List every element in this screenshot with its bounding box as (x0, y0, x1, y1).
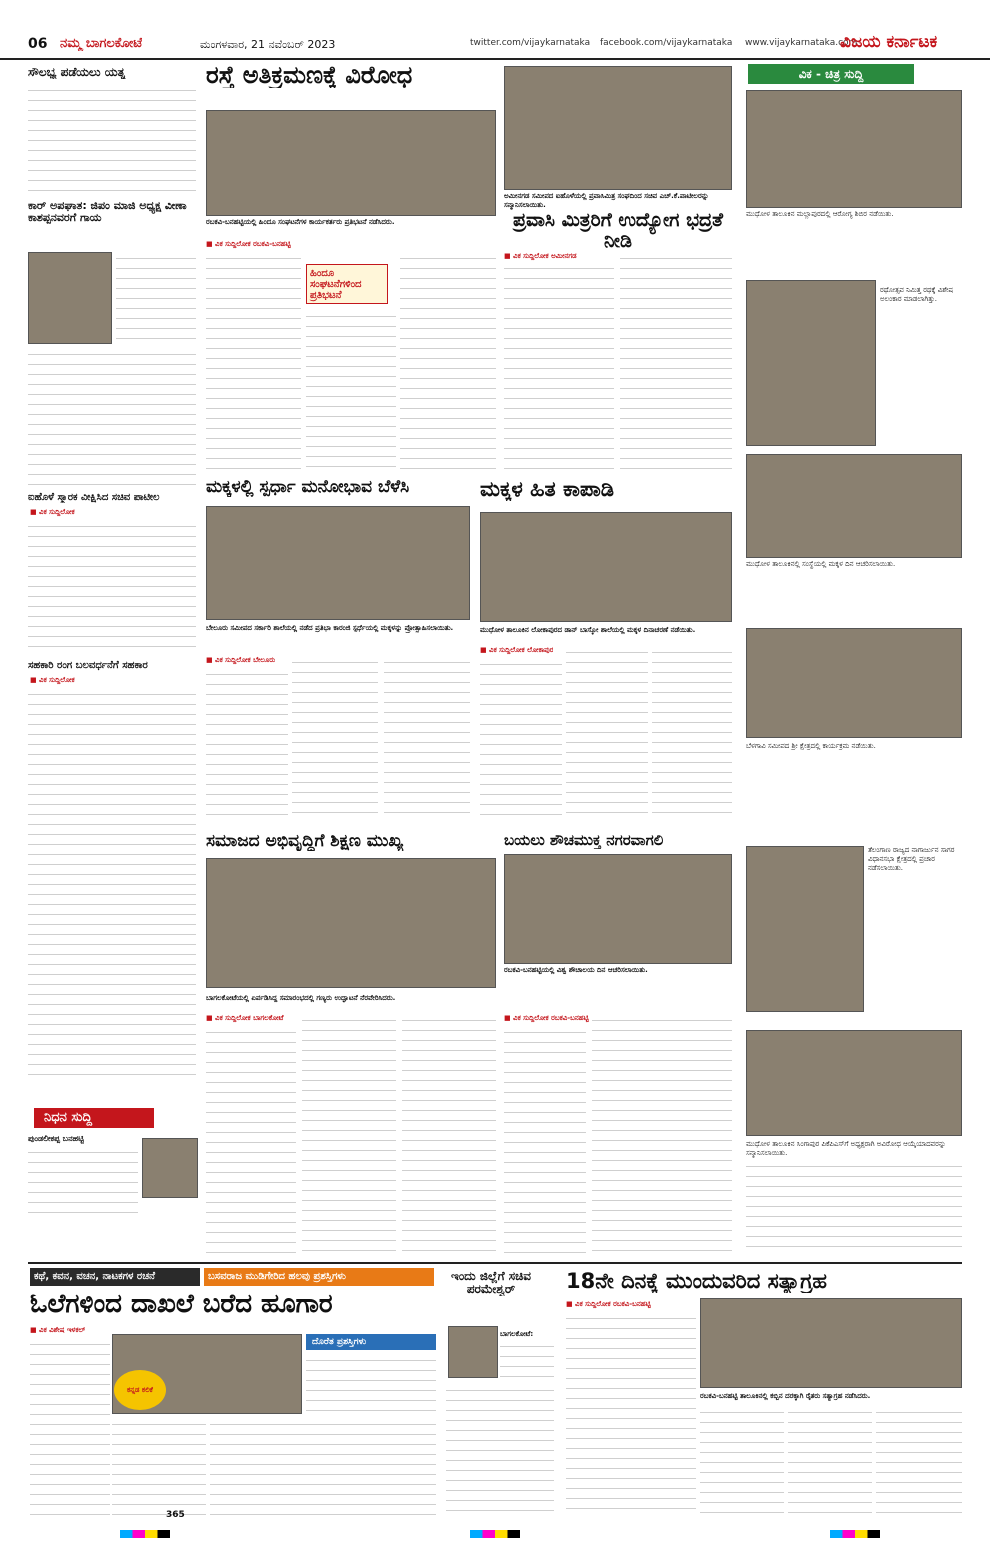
byline: ■ ವಿಕ ಸುದ್ದಿಲೋಕ ಬೇಲೂರು (206, 656, 276, 664)
minister-headline: ಇಂದು ಜಿಲ್ಲೆಗೆ ಸಚಿವ ಪರಮೇಶ್ವರ್ (451, 1270, 531, 1297)
article-body (652, 646, 732, 818)
byline: ■ ವಿಕ ಸುದ್ದಿಲೋಕ ರಬಕವಿ-ಬನಹಟ್ಟಿ (504, 1014, 589, 1022)
headline-car-accident: ಕಾರ್ ಅಪಘಾತ: ಜಿಪಂ ಮಾಜಿ ಅಧ್ಯಕ್ಷ ವೀಣಾ ಕಾಶಪ್ಪನವರಗೆ ಗಾಯ (28, 200, 187, 225)
photo-caption: ಮುಧೋಳ ತಾಲೂಕಿನ ಸಿಂಗಾಪುರ ಪಿಕೆಪಿಎಸ್‌ಗೆ ಅಧ್ಯಕ್ಷರಾಗಿ ಅವಿರೋಧ ಆಯ್ಕೆಯಾದವರನ್ನು ಸನ್ಮಾನಿಸಲಾಯಿತು. (746, 1140, 946, 1157)
article-body (112, 1418, 206, 1518)
article-body (402, 1014, 496, 1256)
article-body (206, 252, 301, 472)
photo-caption: ರಥೋತ್ಸವ ನಿಮಿತ್ತ ರಥಕ್ಕೆ ವಿಶೇಷ ಅಲಂಕಾರ ಮಾಡಲಾಗಿತ್ತು. (880, 286, 954, 303)
satyagraha-caption: ರಬಕವಿ-ಬನಹಟ್ಟಿ ತಾಲೂಕಿನಲ್ಲಿ ಕಬ್ಬಿನ ದರಕ್ಕಾಗಿ ರೈತರು ಸತ್ಯಾಗ್ರಹ ನಡೆಸಿದರು. (700, 1392, 871, 1400)
photo-news-5 (746, 846, 864, 1012)
article-body (206, 1026, 296, 1256)
awards-title: ದೊರೆತ ಪ್ರಶಸ್ತಿಗಳು (306, 1334, 436, 1350)
newspaper-logo: ವಿಜಯ ಕರ್ನಾಟಕ (840, 32, 938, 52)
article-body (302, 1014, 396, 1256)
article-body (700, 1406, 784, 1518)
article-body (28, 688, 196, 1083)
kids-competition-caption: ಬೇಲೂರು ಸಮೀಪದ ಸರ್ಕಾರಿ ಶಾಲೆಯಲ್ಲಿ ನಡೆದ ಪ್ರತಿಭಾ ಕಾರಂಜಿ ಸ್ಪರ್ಧೆಯಲ್ಲಿ ಮಕ್ಕಳನ್ನು ಪ್ರೋತ್ಸಾಹಿಸಲಾಯಿತು. (206, 624, 454, 632)
headline-cooperative: ಸಹಕಾರಿ ರಂಗ ಬಲವರ್ಧನೆಗೆ ಸಹಕಾರ (28, 660, 148, 671)
section-divider (28, 1262, 962, 1264)
byline: ■ ವಿಕ ಸುದ್ದಿಲೋಕ ರಬಕವಿ-ಬನಹಟ್ಟಿ (206, 240, 291, 248)
child-welfare-caption: ಮುಧೋಳ ತಾಲೂಕಿನ ಲೋಕಾಪುರದ ಡಾನ್ ಬಾಸ್ಕೋ ಶಾಲೆಯಲ್ಲಿ ಮಕ್ಕಳ ದಿನಾಚರಣೆ ನಡೆಯಿತು. (480, 626, 696, 634)
article-body (592, 1014, 732, 1256)
article-body (28, 1146, 138, 1222)
byline: ■ ವಿಕ ಸುದ್ದಿಲೋಕ (30, 676, 75, 684)
article-body (116, 252, 196, 344)
article-body (384, 656, 470, 818)
article-body (306, 310, 396, 470)
article-body (206, 668, 288, 818)
article-body (28, 348, 196, 488)
color-registration-mark (830, 1530, 880, 1538)
photo-caption: ಮುಧೋಳ ತಾಲೂಕಿನಲ್ಲಿ ಸಂಸ್ಥೆಯಲ್ಲಿ ಮಕ್ಕಳ ದಿನ ಆಚರಿಸಲಾಯಿತು. (746, 560, 896, 568)
article-body (500, 1340, 554, 1380)
lead-caption: ರಬಕವಿ-ಬನಹಟ್ಟಿಯಲ್ಲಿ ಹಿಂದೂ ಸಂಘಟನೆಗಳ ಕಾರ್ಯಕರ್ತರು ಪ್ರತಿಭಟನೆ ನಡೆಸಿದರು. (206, 218, 395, 226)
byline: ■ ವಿಕ ಸುದ್ದಿಲೋಕ ಅಮೀನಗಡ (504, 252, 577, 260)
minister-photo (448, 1326, 498, 1378)
byline: ■ ವಿಕ ಸುದ್ದಿಲೋಕ (30, 508, 75, 516)
car-accident-photo (28, 252, 112, 344)
headline-aihole: ಐಹೊಳೆ ಸ್ಮಾರಕ ವೀಕ್ಷಿಸಿದ ಸಚಿವ ಪಾಟೀಲ (28, 492, 160, 503)
lead-headline: ರಸ್ತೆ ಅತಿಕ್ರಮಣಕ್ಕೆ ವಿರೋಧ (206, 62, 413, 89)
twitter-link[interactable]: twitter.com/vijaykarnataka (470, 38, 591, 48)
tourism-caption: ಅಮೀನಗಡ ಸಮೀಪದ ಐಹೊಳೆಯಲ್ಲಿ ಪ್ರವಾಸಿಮಿತ್ರ ಸಂಘದಿಂದ ಸಚಿವ ಎಚ್.ಕೆ.ಪಾಟೀಲರನ್ನು ಸನ್ಮಾನಿಸಲಾಯಿತು. (504, 192, 709, 209)
facebook-link[interactable]: facebook.com/vijaykarnataka (600, 38, 733, 48)
photo-news-6 (746, 1030, 962, 1136)
kannada-badge: ಕನ್ನಡ ಕಲಿಕೆ (114, 1370, 166, 1410)
article-body (566, 646, 648, 818)
photo-news-title: ವಿಕ - ಚಿತ್ರ ಸುದ್ದಿ (748, 64, 914, 84)
obituary-title: ನಿಧನ ಸುದ್ದಿ (34, 1108, 154, 1128)
child-welfare-photo (480, 512, 732, 622)
color-registration-mark (470, 1530, 520, 1538)
obituary-photo (142, 1138, 198, 1198)
photo-news-1 (746, 90, 962, 208)
article-body (400, 252, 496, 472)
feature-kicker-2: ಬಸವರಾಜ ಮುಡಿಗೇರಿದ ಹಲವು ಪ್ರಶಸ್ತಿಗಳು (204, 1268, 434, 1286)
feature-headline: ಓಲೆಗಳಿಂದ ದಾಖಲೆ ಬರೆದ ಹೂಗಾರ (30, 1290, 333, 1319)
article-body (788, 1406, 872, 1518)
website-link[interactable]: www.vijaykarnataka.com (745, 38, 858, 48)
stat-number: 365 (166, 1510, 185, 1520)
satyagraha-headline: 18ನೇ ದಿನಕ್ಕೆ ಮುಂದುವರಿದ ಸತ್ಯಾಗ್ರಹ (566, 1270, 827, 1293)
article-body (28, 84, 196, 194)
child-welfare-headline: ಮಕ್ಕಳ ಹಿತ ಕಾಪಾಡಿ (480, 478, 614, 501)
article-body (620, 252, 732, 472)
article-body (446, 1384, 554, 1518)
dateline: ಬಾಗಲಕೋಟೆ: (500, 1330, 534, 1338)
article-body (876, 1406, 962, 1518)
obituary-name: ಪುಂಡಲೀಕಪ್ಪ ಬನಹಟ್ಟಿ (28, 1134, 84, 1143)
article-body (746, 1160, 962, 1256)
education-caption: ಬಾಗಲಕೋಟೆಯಲ್ಲಿ ಏರ್ಪಡಿಸಿದ್ದ ಸಮಾರಂಭದಲ್ಲಿ ಗಣ್ಯರು ಉದ್ಘಾಟನೆ ನೆರವೇರಿಸಿದರು. (206, 994, 396, 1002)
education-headline: ಸಮಾಜದ ಅಭಿವೃದ್ಧಿಗೆ ಶಿಕ್ಷಣ ಮುಖ್ಯ (206, 832, 404, 851)
highlight-box: ಹಿಂದೂ ಸಂಘಟನೆಗಳಿಂದ ಪ್ರತಿಭಟನೆ (306, 264, 388, 304)
odf-photo (504, 854, 732, 964)
article-body (30, 1338, 110, 1524)
article-body (292, 656, 378, 818)
byline: ■ ವಿಕ ವಿಶೇಷ ಇಳಕಲ್ (30, 1326, 86, 1334)
byline: ■ ವಿಕ ಸುದ್ದಿಲೋಕ ರಬಕವಿ-ಬನಹಟ್ಟಿ (566, 1300, 651, 1308)
byline: ■ ವಿಕ ಸುದ್ದಿಲೋಕ ಲೋಕಾಪುರ (480, 646, 554, 654)
byline: ■ ವಿಕ ಸುದ್ದಿಲೋಕ ಬಾಗಲಕೋಟೆ (206, 1014, 284, 1022)
kids-competition-photo (206, 506, 470, 620)
tourism-photo (504, 66, 732, 190)
article-body (504, 262, 614, 472)
article-body (504, 1026, 586, 1256)
tourism-headline: ಪ್ರವಾಸಿ ಮಿತ್ರರಿಗೆ ಉದ್ಯೋಗ ಭದ್ರತೆ ನೀಡಿ (513, 210, 723, 252)
page-number: 06 (28, 36, 48, 52)
satyagraha-photo (700, 1298, 962, 1388)
odf-headline: ಬಯಲು ಶೌಚಮುಕ್ತ ನಗರವಾಗಲಿ (504, 832, 664, 849)
article-body (210, 1418, 436, 1518)
section-title: ನಮ್ಮ ಬಾಗಲಕೋಟೆ (60, 36, 143, 51)
color-registration-mark (120, 1530, 170, 1538)
feature-kicker: ಕಥೆ, ಕವನ, ವಚನ, ನಾಟಕಗಳ ರಚನೆ (30, 1268, 200, 1286)
photo-caption: ತೆಲಂಗಾಣ ರಾಜ್ಯದ ನಾಗಾರ್ಜುನ ಸಾಗರ ವಿಧಾನಸಭಾ ಕ್ಷೇತ್ರದಲ್ಲಿ ಪ್ರಚಾರ ನಡೆಸಲಾಯಿತು. (868, 846, 955, 872)
photo-caption: ಬೆಳಗಾವಿ ಸಮೀಪದ ಶ್ರೀ ಕ್ಷೇತ್ರದಲ್ಲಿ ಕಾರ್ಯಕ್ರಮ ನಡೆಯಿತು. (746, 742, 876, 750)
awards-list (306, 1354, 436, 1414)
photo-news-2 (746, 280, 876, 446)
education-photo (206, 858, 496, 988)
issue-date: ಮಂಗಳವಾರ, 21 ನವೆಂಬರ್ 2023 (200, 38, 336, 51)
article-body (28, 520, 196, 655)
headline-facilities: ಸೌಲಭ್ಯ ಪಡೆಯಲು ಯತ್ನ (28, 66, 126, 79)
article-body (480, 658, 562, 818)
kids-competition-headline: ಮಕ್ಕಳಲ್ಲಿ ಸ್ಪರ್ಧಾ ಮನೋಭಾವ ಬೆಳೆಸಿ (206, 478, 410, 497)
odf-caption: ರಬಕವಿ-ಬನಹಟ್ಟಿಯಲ್ಲಿ ವಿಶ್ವ ಶೌಚಾಲಯ ದಿನ ಆಚರಿಸಲಾಯಿತು. (504, 966, 648, 974)
lead-photo (206, 110, 496, 216)
photo-news-4 (746, 628, 962, 738)
article-body (566, 1312, 696, 1518)
photo-caption: ಮುಧೋಳ ತಾಲೂಕಿನ ಮಲ್ಲಾಪುರದಲ್ಲಿ ಆರೋಗ್ಯ ಶಿಬಿರ ನಡೆಯಿತು. (746, 210, 894, 218)
photo-news-3 (746, 454, 962, 558)
